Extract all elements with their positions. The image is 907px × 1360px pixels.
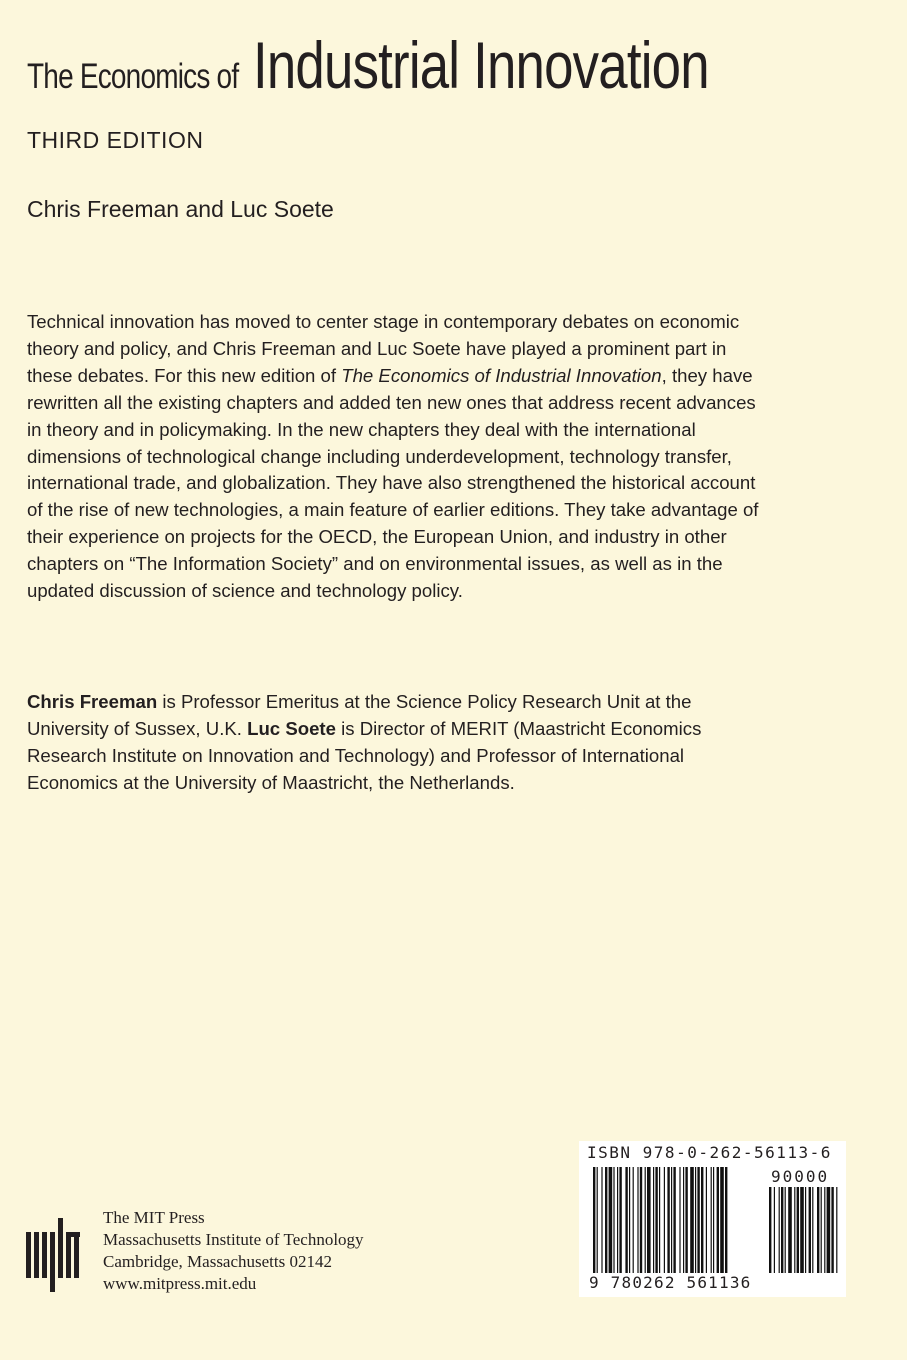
publisher-address xyxy=(103,1207,364,1295)
bio-name-freeman: Chris Freeman xyxy=(27,691,158,712)
edition-label: THIRD EDITION xyxy=(27,127,204,153)
isbn-label: ISBN 978-0-262-56113-6 xyxy=(587,1143,832,1162)
book-title xyxy=(27,28,823,102)
bio-text-2: is Director of MERIT (Maastricht Economics Research Institute on Innovation and Technology) and Professor of International Economics at the University of Maastricht, the Netherlands. xyxy=(27,717,702,793)
mit-press-logo-icon xyxy=(26,1218,80,1292)
authors-line: Chris Freeman and Luc Soete xyxy=(27,196,334,222)
author-bio-paragraph xyxy=(27,689,767,797)
bio-name-soete: Luc Soete xyxy=(247,717,336,739)
price-addon-code: 90000 xyxy=(771,1167,830,1186)
publisher-url: www.mitpress.mit.edu xyxy=(103,1274,257,1293)
barcode-digits: 9 780262 561136 xyxy=(589,1273,752,1292)
publisher-city: Cambridge, Massachusetts 02142 xyxy=(103,1252,332,1271)
barcode-panel xyxy=(579,1141,846,1297)
title-part-1: The Economics of xyxy=(27,57,239,96)
description-book-title: The Economics of Industrial Innovation xyxy=(341,364,662,386)
bio-text-1: is Professor Emeritus at the Science Policy Research Unit at the University of Sussex, U.K. xyxy=(27,691,692,739)
title-part-2: Industrial Innovation xyxy=(253,28,709,102)
description-text-1: Technical innovation has moved to center stage in contemporary debates on economic theory and policy, and Chris Freeman and Luc Soete have played a prominent part in these debates. For this new edition of xyxy=(27,311,740,386)
description-paragraph xyxy=(27,309,767,605)
description-text-2: , they have rewritten all the existing chapters and added ten new ones that address recent advances in theory and in policymaking. In the new chapters they deal with the international dimensions of technological change including underdevelopment, technology transfer, international trade, and globalization. They have also strengthened the historical account of the rise of new technologies, a main feature of earlier editions. They take advantage of their experience on projects for the OECD, the European Union, and industry in other chapters on “The Information Society” and on environmental issues, as well as in the updated discussion of science and technology policy. xyxy=(27,364,759,602)
publisher-name: The MIT Press xyxy=(103,1208,205,1227)
publisher-institute: Massachusetts Institute of Technology xyxy=(103,1230,364,1249)
